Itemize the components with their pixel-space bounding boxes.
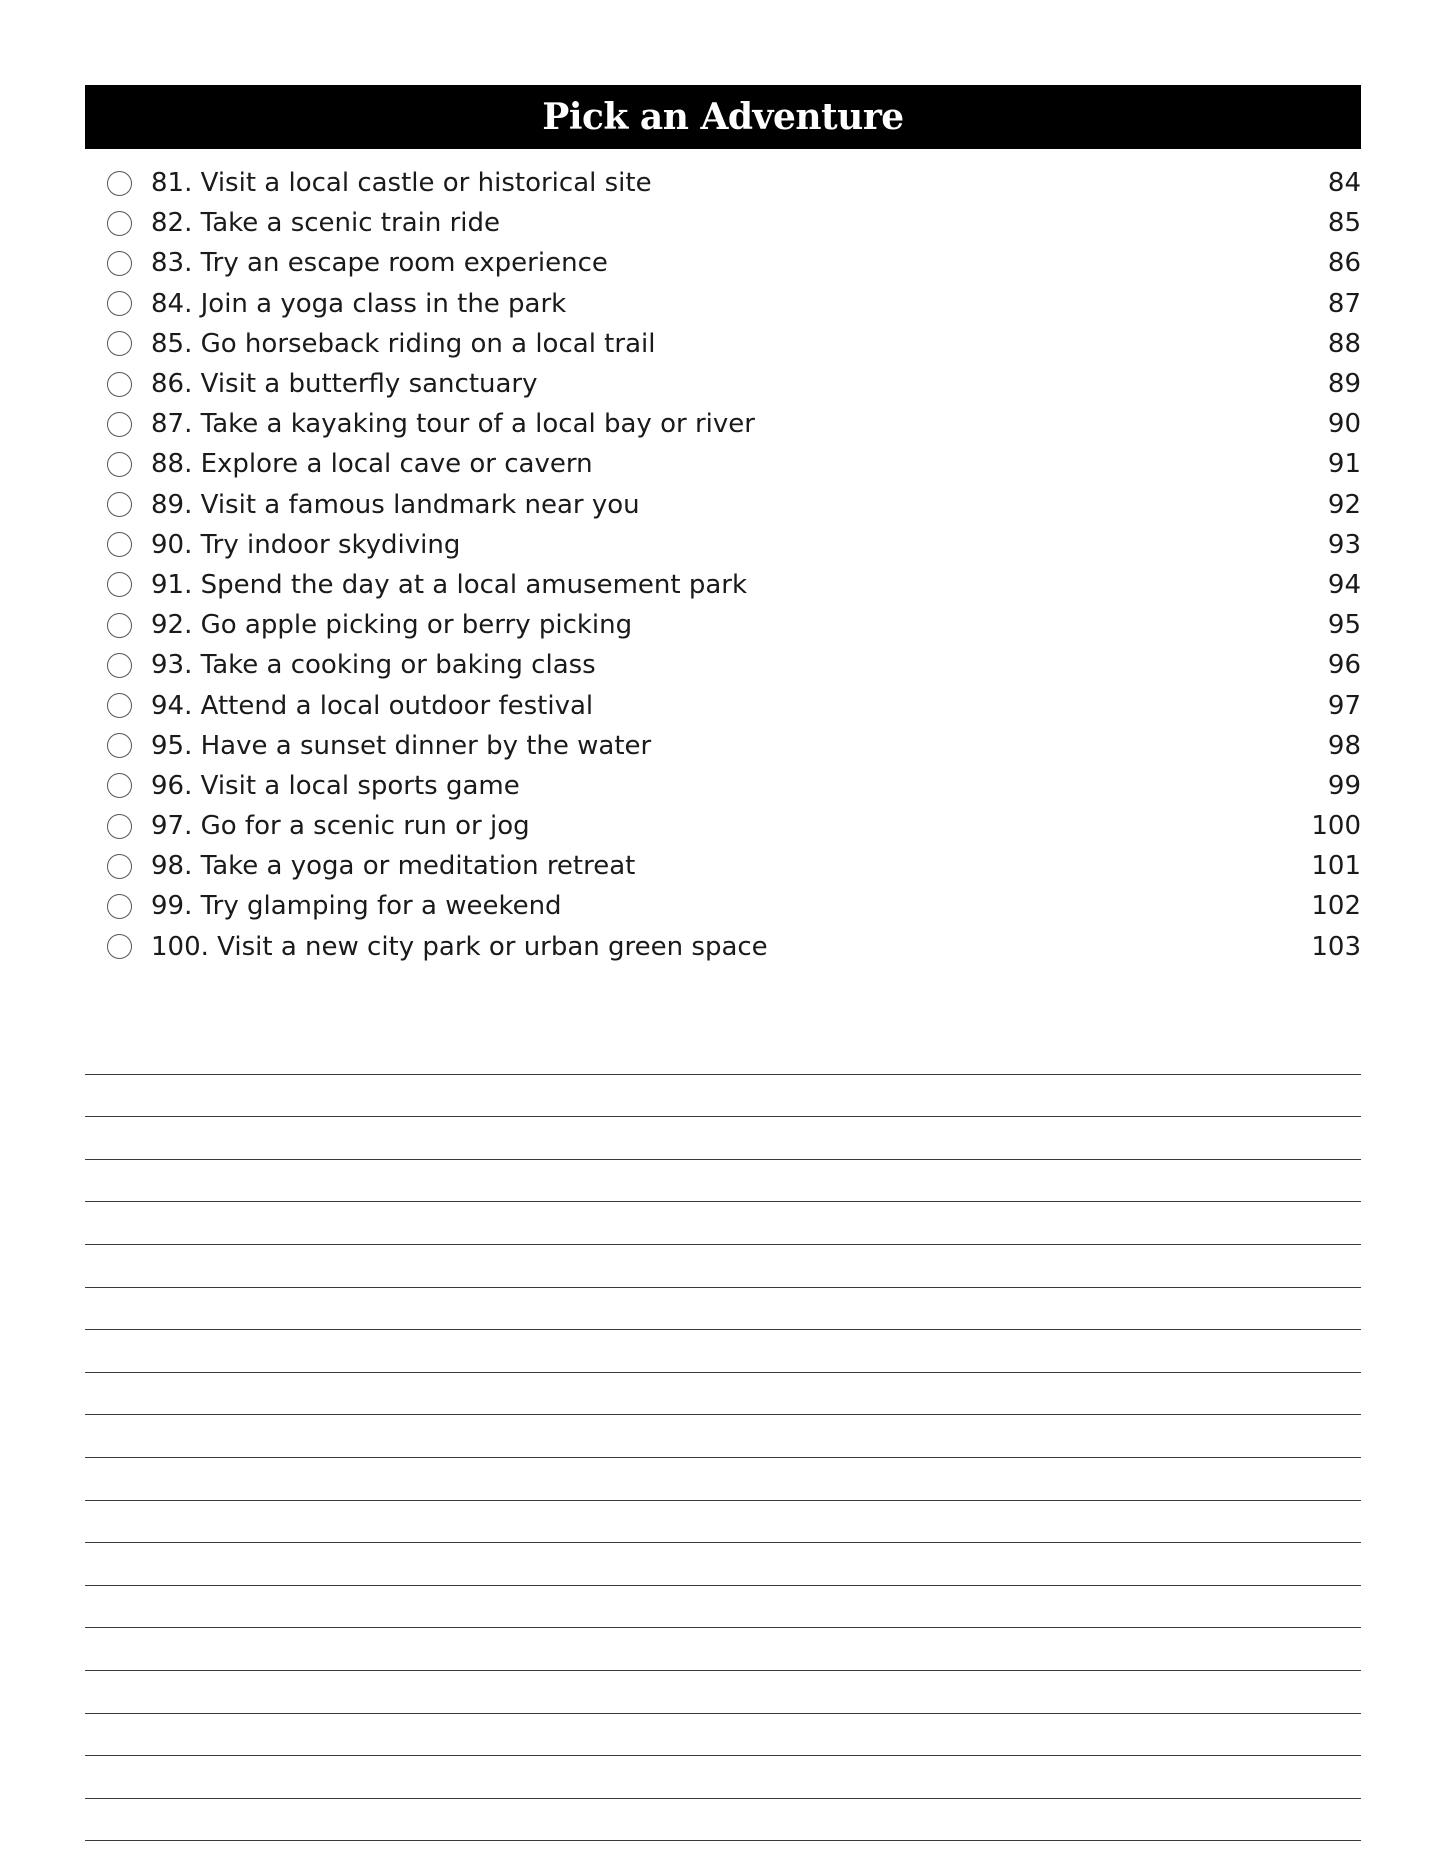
checkbox-circle-icon[interactable]	[107, 372, 132, 397]
checklist-item-label: 90. Try indoor skydiving	[151, 529, 461, 560]
checklist-item-label: 89. Visit a famous landmark near you	[151, 489, 640, 520]
checkbox-circle-icon[interactable]	[107, 854, 132, 879]
checklist-item-page-number: 95	[1327, 610, 1361, 641]
checklist-item[interactable]	[85, 525, 1361, 565]
checklist-item[interactable]	[85, 485, 1361, 525]
checklist-item-page-number: 89	[1327, 369, 1361, 400]
note-line[interactable]	[85, 1330, 1361, 1373]
checklist-item[interactable]	[85, 364, 1361, 404]
page-title: Pick an Adventure	[542, 96, 904, 138]
checklist-item-label: 86. Visit a butterfly sanctuary	[151, 369, 538, 400]
checklist-item-label: 99. Try glamping for a weekend	[151, 891, 562, 922]
checklist-item-page-number: 97	[1327, 690, 1361, 721]
note-line[interactable]	[85, 1415, 1361, 1458]
notes-area[interactable]	[85, 1032, 1361, 1841]
note-line[interactable]	[85, 1501, 1361, 1544]
checklist-item-page-number: 103	[1311, 931, 1361, 962]
checklist-item-label: 92. Go apple picking or berry picking	[151, 610, 633, 641]
checkbox-circle-icon[interactable]	[107, 171, 132, 196]
checklist-item[interactable]	[85, 806, 1361, 846]
checklist-item[interactable]	[85, 284, 1361, 324]
checkbox-circle-icon[interactable]	[107, 572, 132, 597]
checklist-item[interactable]	[85, 927, 1361, 967]
checkbox-circle-icon[interactable]	[107, 452, 132, 477]
checkbox-circle-icon[interactable]	[107, 814, 132, 839]
checkbox-circle-icon[interactable]	[107, 331, 132, 356]
note-line[interactable]	[85, 1756, 1361, 1799]
checkbox-circle-icon[interactable]	[107, 613, 132, 638]
checklist-item[interactable]	[85, 685, 1361, 725]
checklist-item-page-number: 85	[1327, 208, 1361, 239]
checklist-item-page-number: 96	[1327, 650, 1361, 681]
checkbox-circle-icon[interactable]	[107, 532, 132, 557]
checkbox-circle-icon[interactable]	[107, 412, 132, 437]
adventure-checklist	[85, 163, 1361, 967]
checklist-item-label: 81. Visit a local castle or historical site	[151, 168, 652, 199]
checklist-item-label: 94. Attend a local outdoor festival	[151, 690, 594, 721]
checklist-item[interactable]	[85, 605, 1361, 645]
note-line[interactable]	[85, 1799, 1361, 1842]
header-bar	[85, 85, 1361, 149]
checklist-item[interactable]	[85, 886, 1361, 926]
note-line[interactable]	[85, 1714, 1361, 1757]
checkbox-circle-icon[interactable]	[107, 934, 132, 959]
checklist-item-page-number: 100	[1311, 811, 1361, 842]
checklist-item-page-number: 91	[1327, 449, 1361, 480]
checklist-item-label: 95. Have a sunset dinner by the water	[151, 730, 652, 761]
note-line[interactable]	[85, 1160, 1361, 1203]
checklist-item-label: 91. Spend the day at a local amusement park	[151, 569, 748, 600]
checklist-item[interactable]	[85, 324, 1361, 364]
note-line[interactable]	[85, 1373, 1361, 1416]
checklist-item-page-number: 84	[1327, 168, 1361, 199]
note-line[interactable]	[85, 1543, 1361, 1586]
checklist-item[interactable]	[85, 163, 1361, 203]
note-line[interactable]	[85, 1032, 1361, 1075]
checklist-item-page-number: 90	[1327, 409, 1361, 440]
checkbox-circle-icon[interactable]	[107, 653, 132, 678]
checklist-item-label: 83. Try an escape room experience	[151, 248, 608, 279]
checklist-item[interactable]	[85, 444, 1361, 484]
checkbox-circle-icon[interactable]	[107, 894, 132, 919]
checklist-item-label: 93. Take a cooking or baking class	[151, 650, 596, 681]
checklist-item-page-number: 102	[1311, 891, 1361, 922]
checklist-item-label: 88. Explore a local cave or cavern	[151, 449, 593, 480]
checklist-item-label: 96. Visit a local sports game	[151, 770, 520, 801]
note-line[interactable]	[85, 1458, 1361, 1501]
checklist-item[interactable]	[85, 645, 1361, 685]
checklist-item-page-number: 93	[1327, 529, 1361, 560]
checkbox-circle-icon[interactable]	[107, 733, 132, 758]
checkbox-circle-icon[interactable]	[107, 291, 132, 316]
checkbox-circle-icon[interactable]	[107, 492, 132, 517]
checklist-item-label: 98. Take a yoga or meditation retreat	[151, 851, 636, 882]
note-line[interactable]	[85, 1628, 1361, 1671]
checklist-item[interactable]	[85, 404, 1361, 444]
note-line[interactable]	[85, 1288, 1361, 1331]
checklist-item-label: 97. Go for a scenic run or jog	[151, 811, 530, 842]
note-line[interactable]	[85, 1671, 1361, 1714]
checklist-item-page-number: 86	[1327, 248, 1361, 279]
checklist-item-label: 100. Visit a new city park or urban green space	[151, 931, 768, 962]
note-line[interactable]	[85, 1586, 1361, 1629]
note-line[interactable]	[85, 1202, 1361, 1245]
checklist-item-page-number: 87	[1327, 288, 1361, 319]
checkbox-circle-icon[interactable]	[107, 693, 132, 718]
checklist-item[interactable]	[85, 565, 1361, 605]
checkbox-circle-icon[interactable]	[107, 211, 132, 236]
checklist-item-page-number: 101	[1311, 851, 1361, 882]
checkbox-circle-icon[interactable]	[107, 251, 132, 276]
checklist-item-page-number: 98	[1327, 730, 1361, 761]
checklist-item-page-number: 92	[1327, 489, 1361, 520]
checklist-item[interactable]	[85, 766, 1361, 806]
checklist-item-label: 85. Go horseback riding on a local trail	[151, 328, 656, 359]
checklist-item-page-number: 94	[1327, 569, 1361, 600]
checklist-item[interactable]	[85, 846, 1361, 886]
checklist-item-page-number: 99	[1327, 770, 1361, 801]
checklist-item[interactable]	[85, 203, 1361, 243]
checklist-item[interactable]	[85, 243, 1361, 283]
checkbox-circle-icon[interactable]	[107, 773, 132, 798]
checklist-item-label: 82. Take a scenic train ride	[151, 208, 501, 239]
note-line[interactable]	[85, 1117, 1361, 1160]
checklist-item-page-number: 88	[1327, 328, 1361, 359]
checklist-item-label: 87. Take a kayaking tour of a local bay or river	[151, 409, 755, 440]
note-line[interactable]	[85, 1245, 1361, 1288]
note-line[interactable]	[85, 1075, 1361, 1118]
checklist-item-label: 84. Join a yoga class in the park	[151, 288, 567, 319]
checklist-item[interactable]	[85, 726, 1361, 766]
